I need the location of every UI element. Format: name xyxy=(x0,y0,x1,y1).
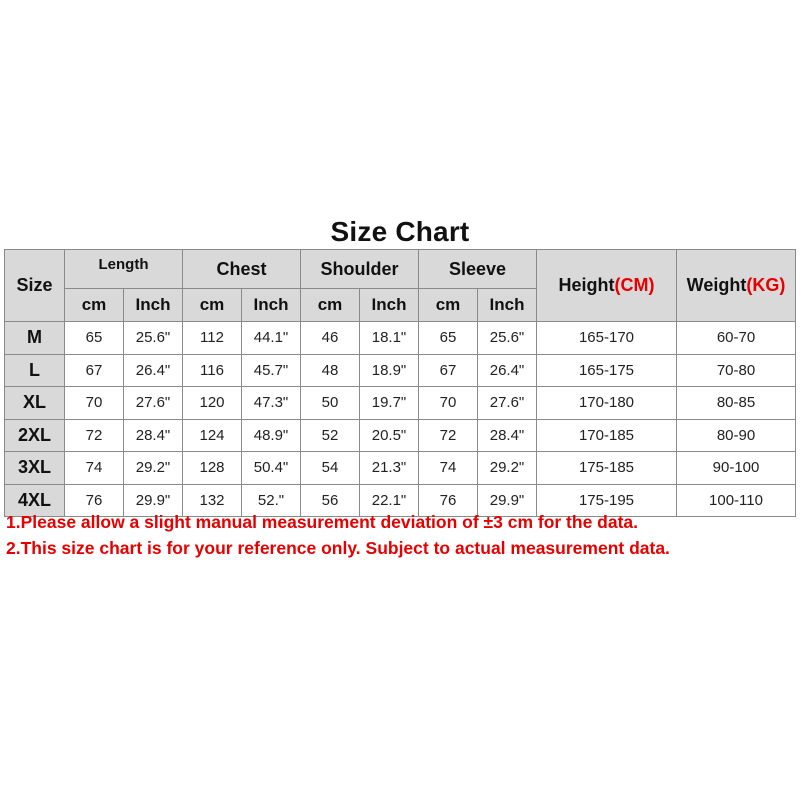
table-cell: 60-70 xyxy=(677,322,796,355)
table-cell: 116 xyxy=(183,354,242,387)
table-cell: 29.2" xyxy=(124,452,183,485)
table-cell: 70-80 xyxy=(677,354,796,387)
table-cell: 18.1" xyxy=(360,322,419,355)
table-row xyxy=(5,354,796,387)
table-cell: 72 xyxy=(65,419,124,452)
weight-label: Weight xyxy=(686,275,747,295)
note-deviation: 1.Please allow a slight manual measurement deviation of ±3 cm for the data. xyxy=(6,512,639,532)
size-label: L xyxy=(5,354,65,387)
table-cell: 28.4" xyxy=(478,419,537,452)
height-unit: (CM) xyxy=(614,275,655,295)
table-cell: 70 xyxy=(65,387,124,420)
table-cell: 175-185 xyxy=(537,452,677,485)
table-cell: 52 xyxy=(301,419,360,452)
size-chart-table xyxy=(4,249,796,517)
size-label: XL xyxy=(5,387,65,420)
length-group-header: Length xyxy=(65,250,183,289)
table-cell: 22.1" xyxy=(360,484,419,517)
note-reference: 2.This size chart is for your reference only. Subject to actual measurement data. xyxy=(6,538,670,558)
table-cell: 20.5" xyxy=(360,419,419,452)
unit-header-cm: cm xyxy=(419,289,478,322)
table-cell: 170-185 xyxy=(537,419,677,452)
page-title: Size Chart xyxy=(330,216,470,247)
table-cell: 175-195 xyxy=(537,484,677,517)
unit-header-inch: Inch xyxy=(478,289,537,322)
table-cell: 44.1" xyxy=(242,322,301,355)
table-cell: 25.6" xyxy=(478,322,537,355)
size-label: 4XL xyxy=(5,484,65,517)
table-cell: 50 xyxy=(301,387,360,420)
table-cell: 56 xyxy=(301,484,360,517)
table-cell: 112 xyxy=(183,322,242,355)
table-cell: 29.9" xyxy=(124,484,183,517)
sleeve-group-header: Sleeve xyxy=(419,250,537,289)
table-cell: 100-110 xyxy=(677,484,796,517)
table-cell: 21.3" xyxy=(360,452,419,485)
table-cell: 48.9" xyxy=(242,419,301,452)
unit-header-cm: cm xyxy=(65,289,124,322)
table-cell: 27.6" xyxy=(124,387,183,420)
size-column-header: Size xyxy=(5,250,65,322)
table-row xyxy=(5,387,796,420)
table-cell: 47.3" xyxy=(242,387,301,420)
table-cell: 28.4" xyxy=(124,419,183,452)
unit-header-inch: Inch xyxy=(242,289,301,322)
table-cell: 25.6" xyxy=(124,322,183,355)
table-cell: 124 xyxy=(183,419,242,452)
table-cell: 29.2" xyxy=(478,452,537,485)
size-label: M xyxy=(5,322,65,355)
table-row xyxy=(5,419,796,452)
weight-column-header xyxy=(677,250,796,322)
table-cell: 74 xyxy=(65,452,124,485)
table-cell: 26.4" xyxy=(478,354,537,387)
unit-header-cm: cm xyxy=(301,289,360,322)
table-cell: 67 xyxy=(65,354,124,387)
table-cell: 128 xyxy=(183,452,242,485)
table-cell: 80-85 xyxy=(677,387,796,420)
table-cell: 27.6" xyxy=(478,387,537,420)
table-cell: 90-100 xyxy=(677,452,796,485)
size-label: 3XL xyxy=(5,452,65,485)
unit-header-inch: Inch xyxy=(124,289,183,322)
table-cell: 70 xyxy=(419,387,478,420)
table-cell: 165-170 xyxy=(537,322,677,355)
chest-group-header: Chest xyxy=(183,250,301,289)
table-cell: 120 xyxy=(183,387,242,420)
header-row-groups xyxy=(5,250,796,289)
table-cell: 48 xyxy=(301,354,360,387)
unit-header-inch: Inch xyxy=(360,289,419,322)
table-row xyxy=(5,322,796,355)
table-cell: 29.9" xyxy=(478,484,537,517)
height-label: Height xyxy=(558,275,615,295)
table-cell: 132 xyxy=(183,484,242,517)
table-cell: 26.4" xyxy=(124,354,183,387)
table-cell: 19.7" xyxy=(360,387,419,420)
table-cell: 80-90 xyxy=(677,419,796,452)
table-cell: 50.4" xyxy=(242,452,301,485)
table-cell: 54 xyxy=(301,452,360,485)
table-cell: 18.9" xyxy=(360,354,419,387)
table-cell: 76 xyxy=(65,484,124,517)
size-label: 2XL xyxy=(5,419,65,452)
unit-header-cm: cm xyxy=(183,289,242,322)
table-cell: 45.7" xyxy=(242,354,301,387)
table-cell: 65 xyxy=(65,322,124,355)
table-cell: 165-175 xyxy=(537,354,677,387)
shoulder-group-header: Shoulder xyxy=(301,250,419,289)
table-cell: 46 xyxy=(301,322,360,355)
weight-unit: (KG) xyxy=(746,275,786,295)
height-column-header xyxy=(537,250,677,322)
table-cell: 52." xyxy=(242,484,301,517)
table-row xyxy=(5,452,796,485)
table-cell: 170-180 xyxy=(537,387,677,420)
table-cell: 67 xyxy=(419,354,478,387)
table-cell: 65 xyxy=(419,322,478,355)
size-rows xyxy=(5,322,796,517)
table-cell: 76 xyxy=(419,484,478,517)
table-cell: 72 xyxy=(419,419,478,452)
table-cell: 74 xyxy=(419,452,478,485)
